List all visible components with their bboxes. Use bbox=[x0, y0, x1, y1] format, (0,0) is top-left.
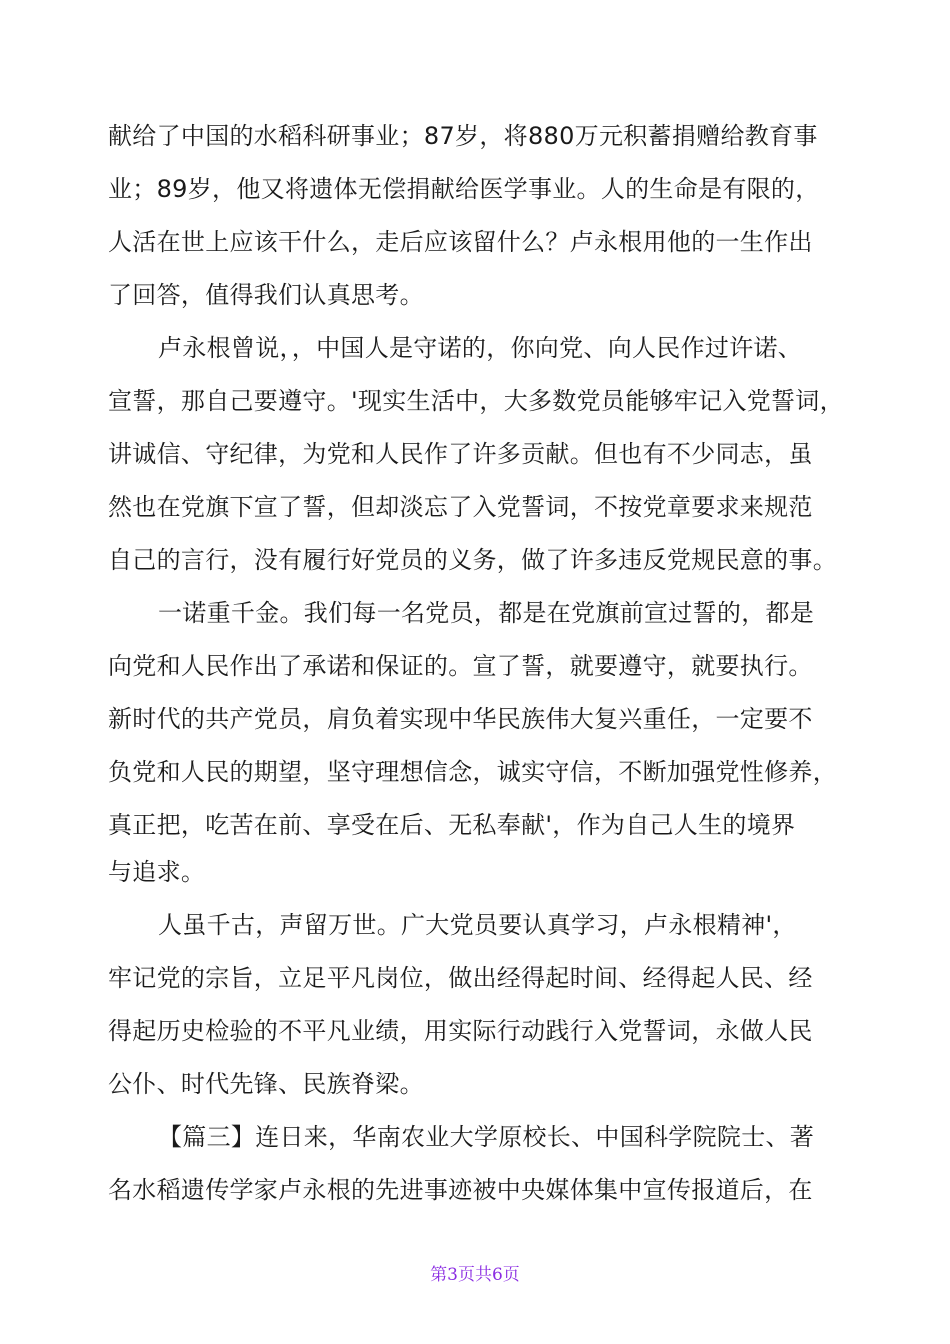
text-line: 与追求。 bbox=[108, 858, 206, 886]
text-line: 得起历史检验的不平凡业绩，用实际行动践行入党誓词，永做人民 bbox=[108, 1017, 813, 1045]
section-heading-line: 【篇三】连日来，华南农业大学原校长、中国科学院院士、著 bbox=[158, 1123, 815, 1151]
text-line: 人活在世上应该干什么，走后应该留什么？卢永根用他的一生作出 bbox=[108, 228, 813, 256]
text-line: 牢记党的宗旨，立足平凡岗位，做出经得起时间、经得起人民、经 bbox=[108, 964, 813, 992]
text-line: 自己的言行，没有履行好党员的义务，做了许多违反党规民意的事。 bbox=[108, 546, 837, 574]
text-line: 献给了中国的水稻科研事业；87岁，将880万元积蓄捐赠给教育事 bbox=[108, 122, 818, 150]
text-line: 讲诚信、守纪律，为党和人民作了许多贡献。但也有不少同志，虽 bbox=[108, 440, 813, 468]
text-line: 公仆、时代先锋、民族脊梁。 bbox=[108, 1070, 424, 1098]
page-number-footer: 第3页共6页 bbox=[430, 1265, 520, 1285]
text-line: 新时代的共产党员，肩负着实现中华民族伟大复兴重任，一定要不 bbox=[108, 705, 813, 733]
text-line: 向党和人民作出了承诺和保证的。宣了誓，就要遵守，就要执行。 bbox=[108, 652, 813, 680]
text-line: 然也在党旗下宣了誓，但却淡忘了入党誓词，不按党章要求来规范 bbox=[108, 493, 813, 521]
paragraph-start-line: 一诺重千金。我们每一名党员，都是在党旗前宣过誓的，都是 bbox=[158, 599, 815, 627]
text-line: 了回答，值得我们认真思考。 bbox=[108, 281, 424, 309]
paragraph-start-line: 人虽千古，声留万世。广大党员要认真学习，卢永根精神'， bbox=[158, 911, 797, 939]
paragraph-start-line: 卢永根曾说，，中国人是守诺的，你向党、向人民作过许诺、 bbox=[158, 334, 803, 362]
text-line: 真正把，吃苦在前、享受在后、无私奉献'，作为自己人生的境界 bbox=[108, 811, 796, 839]
text-line: 宣誓，那自己要遵守。'现实生活中，大多数党员能够牢记入党誓词， bbox=[108, 387, 844, 415]
text-line: 负党和人民的期望，坚守理想信念，诚实守信，不断加强党性修养， bbox=[108, 758, 837, 786]
text-line: 业；89岁，他又将遗体无偿捐献给医学事业。人的生命是有限的， bbox=[108, 175, 820, 203]
text-line: 名水稻遗传学家卢永根的先进事迹被中央媒体集中宣传报道后，在 bbox=[108, 1176, 813, 1204]
